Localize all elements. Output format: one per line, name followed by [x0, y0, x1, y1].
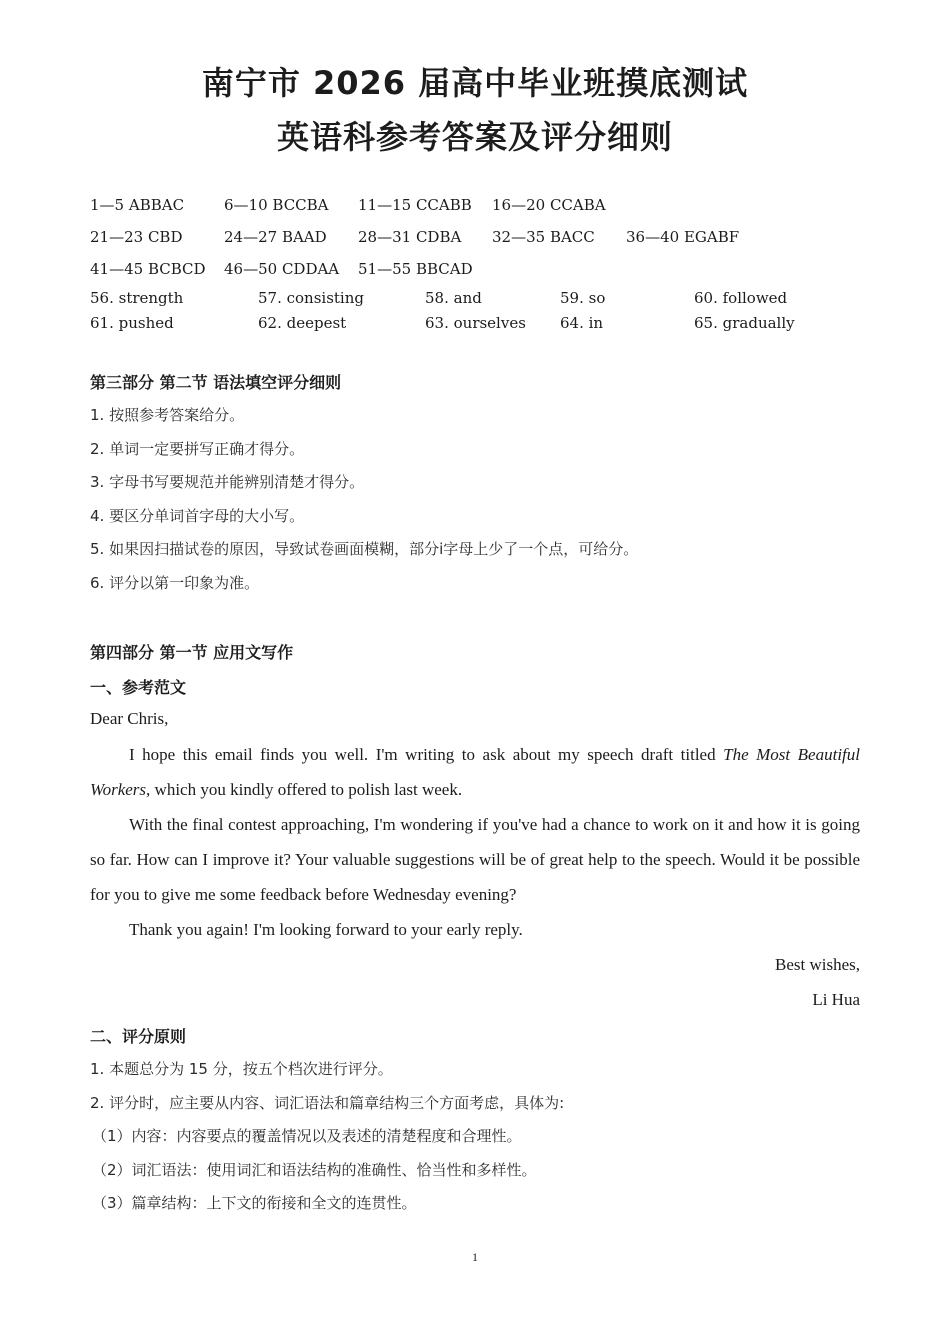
letter-paragraph-3: Thank you again! I'm looking forward to your early reply.: [129, 920, 523, 939]
grammar-rule: 1. 按照参考答案给分。: [90, 406, 245, 424]
answer-item: 62. deepest: [258, 314, 347, 332]
grammar-section-heading: 第三部分 第二节 语法填空评分细则: [90, 373, 342, 392]
scoring-principles-heading: 二、评分原则: [90, 1027, 187, 1046]
answer-item: 11—15 CCABB: [358, 196, 472, 214]
answer-item: 32—35 BACC: [492, 228, 595, 246]
answer-item: 51—55 BBCAD: [358, 260, 473, 278]
answer-item: 6—10 BCCBA: [224, 196, 329, 214]
grammar-rule: 6. 评分以第一印象为准。: [90, 574, 260, 592]
letter-paragraph-2: With the final contest approaching, I'm wondering if you've had a chance to work on it and how it is going so far. How can I improve it? Your valuable suggestions will be of great help to the speech. Would it be possible for you to give me some feedback before Wednesday evening?: [90, 815, 860, 904]
writing-section-heading: 第四部分 第一节 应用文写作: [90, 643, 294, 662]
speech-title: The Most Beautiful Workers: [90, 745, 860, 799]
answer-item: 21—23 CBD: [90, 228, 183, 246]
answer-item: 56. strength: [90, 289, 184, 307]
answer-item: 28—31 CDBA: [358, 228, 462, 246]
letter-paragraph-1: [90, 737, 860, 807]
answer-item: 46—50 CDDAA: [224, 260, 340, 278]
scoring-principle: （3）篇章结构：上下文的衔接和全文的连贯性。: [92, 1194, 417, 1212]
answer-item: 58. and: [425, 289, 482, 307]
answer-item: 41—45 BCBCD: [90, 260, 206, 278]
letter-signature: Li Hua: [812, 990, 860, 1009]
scoring-principle: 1. 本题总分为 15 分，按五个档次进行评分。: [90, 1060, 393, 1078]
answer-item: 59. so: [560, 289, 606, 307]
letter-salutation: Dear Chris,: [90, 709, 169, 728]
paragraph-text: I hope this email finds you well. I'm writing to ask about my speech draft titled: [129, 745, 724, 764]
answer-item: 65. gradually: [694, 314, 795, 332]
sample-essay-heading: 一、参考范文: [90, 678, 187, 697]
grammar-rule: 2. 单词一定要拼写正确才得分。: [90, 440, 305, 458]
answer-item: 63. ourselves: [425, 314, 526, 332]
scoring-principle: 2. 评分时，应主要从内容、词汇语法和篇章结构三个方面考虑，具体为:: [90, 1094, 565, 1112]
answer-item: 1—5 ABBAC: [90, 196, 185, 214]
scoring-principle: （1）内容：内容要点的覆盖情况以及表述的清楚程度和合理性。: [92, 1127, 522, 1145]
grammar-rule: 4. 要区分单词首字母的大小写。: [90, 507, 305, 525]
document-title: 南宁市 2026 届高中毕业班摸底测试: [201, 64, 749, 102]
answer-item: 36—40 EGABF: [626, 228, 740, 246]
scoring-principle: （2）词汇语法：使用词汇和语法结构的准确性、恰当性和多样性。: [92, 1161, 537, 1179]
answer-item: 61. pushed: [90, 314, 174, 332]
grammar-rule: 3. 字母书写要规范并能辨别清楚才得分。: [90, 473, 365, 491]
grammar-rule: 5. 如果因扫描试卷的原因，导致试卷画面模糊，部分i字母上少了一个点，可给分。: [90, 540, 639, 558]
answer-item: 16—20 CCABA: [492, 196, 606, 214]
answer-item: 57. consisting: [258, 289, 364, 307]
answer-item: 24—27 BAAD: [224, 228, 327, 246]
answer-item: 64. in: [560, 314, 604, 332]
document-subtitle: 英语科参考答案及评分细则: [276, 118, 673, 156]
answer-item: 60. followed: [694, 289, 788, 307]
letter-closing: Best wishes,: [775, 955, 860, 974]
paragraph-text: , which you kindly offered to polish last week.: [146, 780, 463, 799]
page-number: 1: [472, 1250, 478, 1264]
